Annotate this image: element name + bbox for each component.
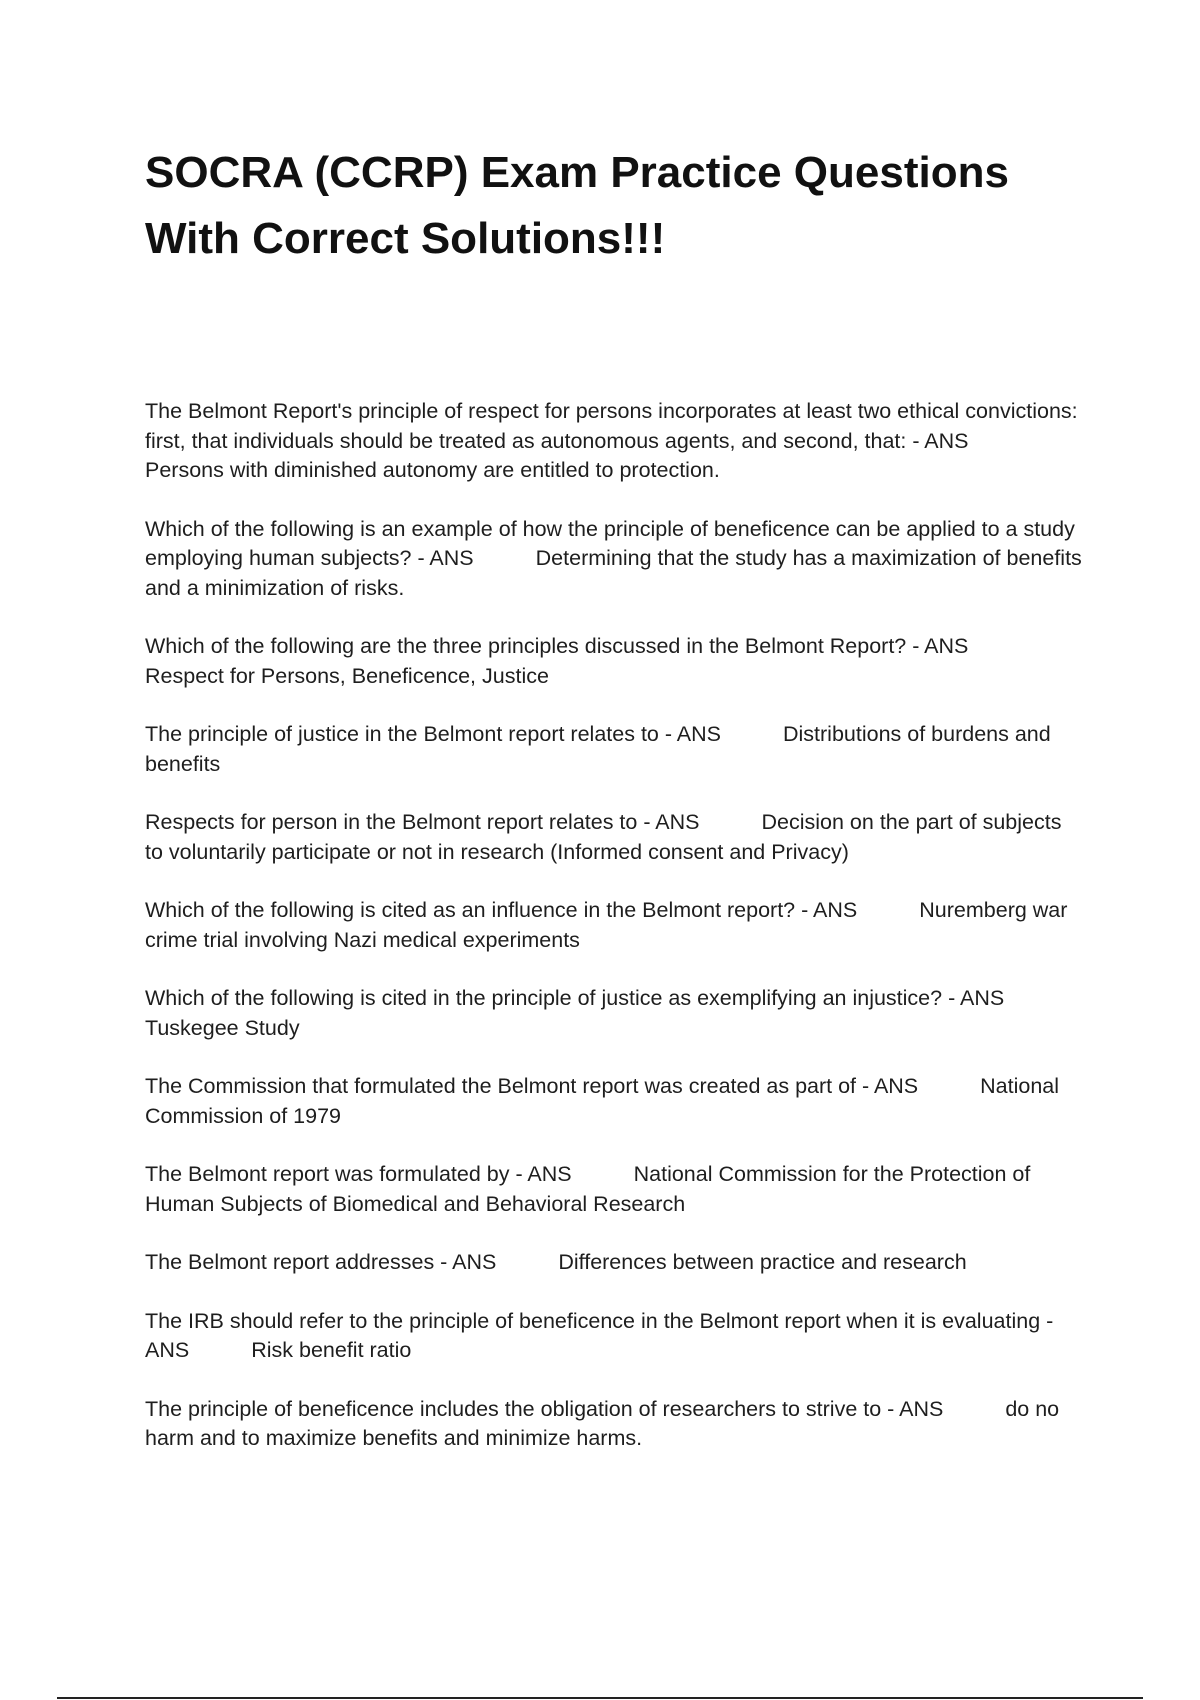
qa-item <box>145 515 1085 604</box>
answer-text: Determining that the study has a maximization of benefits and a minimization of risks. <box>145 546 1082 600</box>
question-text: Which of the following are the three principles discussed in the Belmont Report? - ANS <box>145 634 969 658</box>
question-text: Which of the following is cited as an influence in the Belmont report? - ANS <box>145 898 858 922</box>
qa-item <box>145 1395 1085 1454</box>
answer-text: Distributions of burdens and benefits <box>145 722 1051 776</box>
qa-item <box>145 632 1085 691</box>
qa-list <box>145 397 1085 1483</box>
answer-text: do no harm and to maximize benefits and minimize harms. <box>145 1396 1060 1450</box>
qa-item <box>145 1248 1085 1278</box>
answer-text: Tuskegee Study <box>145 1015 300 1040</box>
question-text: The Commission that formulated the Belmont report was created as part of - ANS <box>145 1074 919 1098</box>
qa-item <box>145 1072 1085 1131</box>
question-text: The Belmont Report's principle of respect for persons incorporates at least two ethical convictions: first, that individuals should be treated as autonomous agents, and second, that: - ANS <box>145 399 1078 453</box>
answer-text: Differences between practice and research <box>558 1250 967 1274</box>
answer-text: Nuremberg war crime trial involving Nazi medical experiments <box>145 898 1068 952</box>
question-text: The Belmont report was formulated by - ANS <box>145 1162 572 1186</box>
answer-text: National Commission for the Protection of Human Subjects of Biomedical and Behavioral Research <box>145 1162 1031 1216</box>
answer-text: Risk benefit ratio <box>251 1338 412 1362</box>
answer-text: Persons with diminished autonomy are entitled to protection. <box>145 458 720 482</box>
question-text: The principle of justice in the Belmont report relates to - ANS <box>145 722 721 746</box>
footer-divider <box>57 1697 1143 1699</box>
qa-item <box>145 984 1085 1043</box>
question-text: Which of the following is an example of how the principle of beneficence can be applied to a study employing human subjects? - ANS <box>145 516 1075 570</box>
answer-text: Respect for Persons, Beneficence, Justice <box>145 663 549 688</box>
qa-item <box>145 1160 1085 1219</box>
question-text: Respects for person in the Belmont report relates to - ANS <box>145 810 700 834</box>
document-title: SOCRA (CCRP) Exam Practice Questions With Correct Solutions!!! <box>145 148 1009 263</box>
qa-item <box>145 720 1085 779</box>
question-text: The Belmont report addresses - ANS <box>145 1250 497 1274</box>
qa-item <box>145 1307 1085 1366</box>
qa-item <box>145 397 1085 486</box>
question-text: The IRB should refer to the principle of beneficence in the Belmont report when it is evaluating - ANS <box>145 1308 1054 1362</box>
answer-text: Decision on the part of subjects to voluntarily participate or not in research (Informed consent and Privacy) <box>145 810 1062 864</box>
question-text: The principle of beneficence includes the obligation of researchers to strive to - ANS <box>145 1396 944 1421</box>
qa-item <box>145 808 1085 867</box>
qa-item <box>145 896 1085 955</box>
answer-text: National Commission of 1979 <box>145 1074 1060 1128</box>
question-text: Which of the following is cited in the principle of justice as exemplifying an injustice? - ANS <box>145 986 1005 1010</box>
